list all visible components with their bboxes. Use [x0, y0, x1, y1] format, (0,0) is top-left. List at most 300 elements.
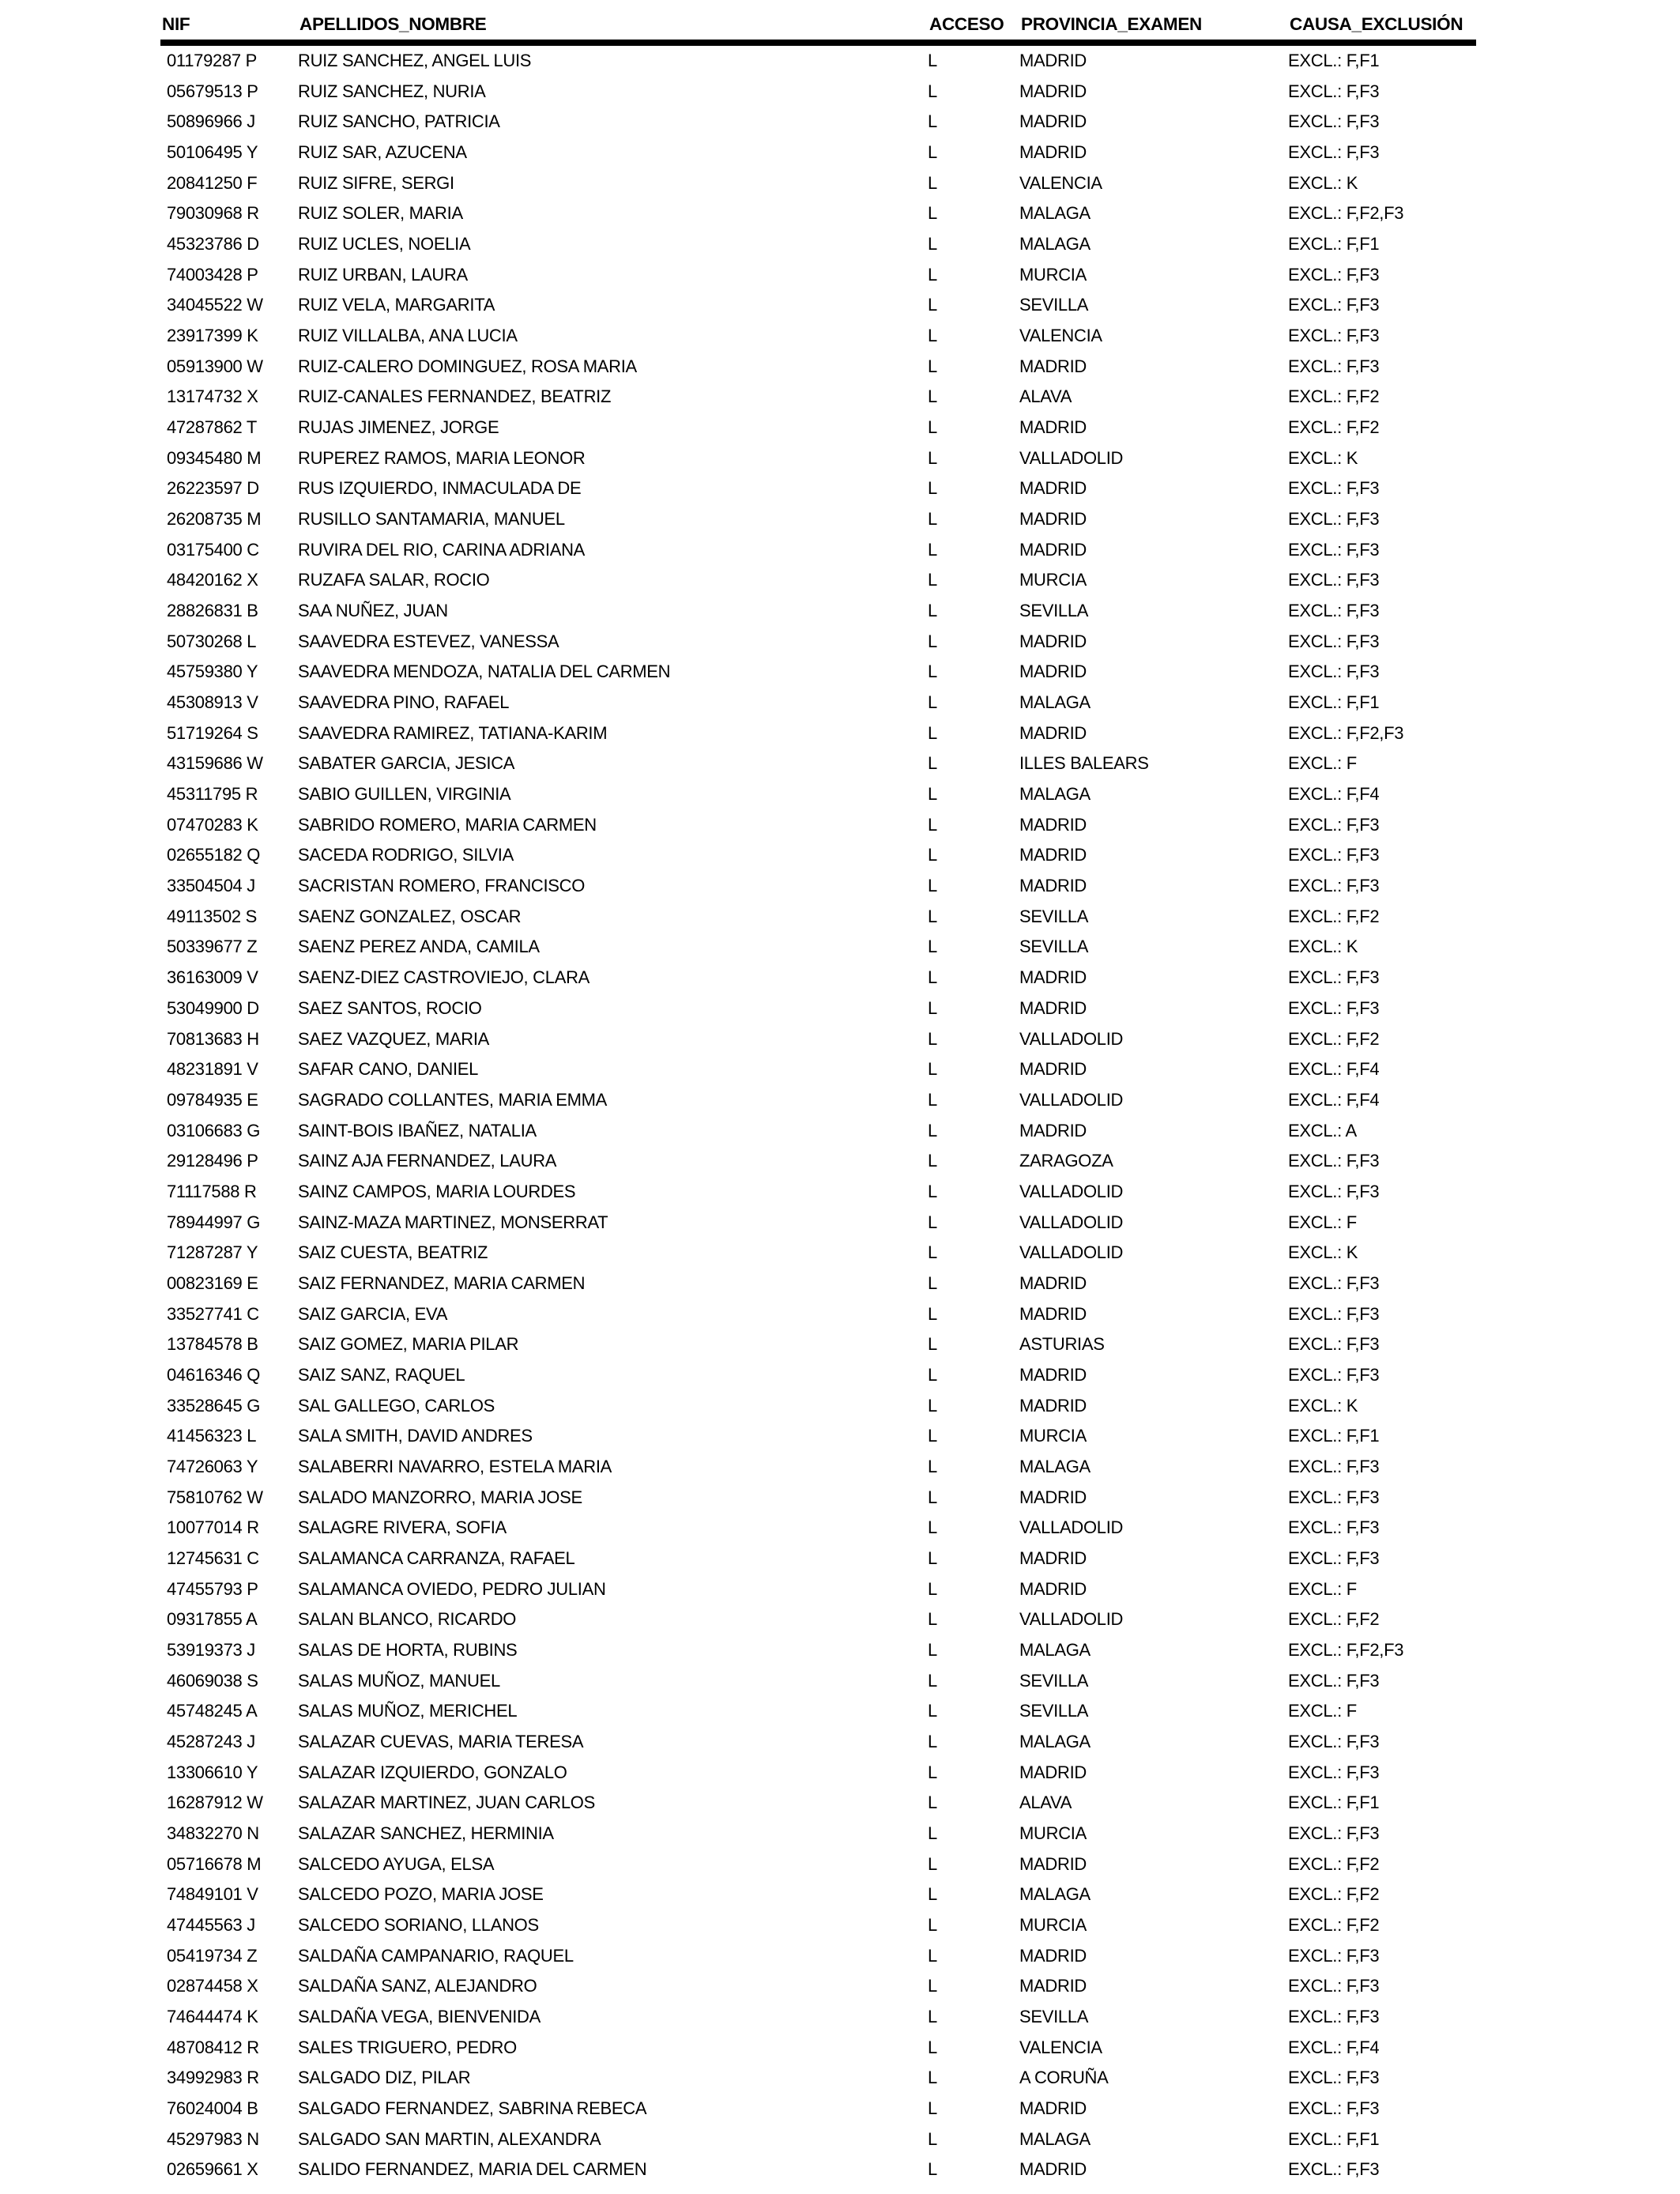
- cell-nif: 01179287 P: [167, 51, 258, 70]
- cell-causa-exclusion: EXCL.: F,F3: [1288, 111, 1380, 132]
- table-row: [160, 46, 1476, 77]
- cell-nif: 04616346 Q: [167, 1364, 261, 1385]
- cell-apellidos-nombre: RUIZ SIFRE, SERGI: [298, 172, 454, 193]
- column-header-acceso: ACCESO: [929, 14, 1004, 34]
- column-header-causa-exclusion: CAUSA_EXCLUSIÓN: [1290, 14, 1463, 34]
- cell-nif: 50339677 Z: [167, 937, 258, 957]
- cell-provincia-examen: MADRID: [1019, 111, 1087, 132]
- cell-acceso: L: [928, 2098, 937, 2119]
- cell-causa-exclusion: EXCL.: F,F3: [1288, 601, 1380, 621]
- cell-acceso: L: [928, 539, 937, 560]
- cell-apellidos-nombre: RUIZ VELA, MARGARITA: [298, 295, 495, 315]
- cell-acceso: L: [928, 1793, 937, 1813]
- cell-acceso: L: [928, 1334, 937, 1355]
- table-row: [160, 596, 1476, 627]
- cell-nif: 05679513 P: [167, 81, 258, 101]
- cell-causa-exclusion: EXCL.: F,F3: [1288, 509, 1380, 530]
- table-row: [160, 2033, 1476, 2064]
- cell-provincia-examen: MALAGA: [1019, 1456, 1090, 1476]
- cell-acceso: L: [928, 142, 937, 163]
- cell-acceso: L: [928, 81, 937, 101]
- cell-acceso: L: [928, 1578, 937, 1599]
- cell-apellidos-nombre: RUIZ VILLALBA, ANA LUCIA: [298, 326, 518, 346]
- cell-nif: 48420162 X: [167, 570, 258, 590]
- cell-causa-exclusion: EXCL.: K: [1288, 937, 1358, 957]
- table-row: [160, 1910, 1476, 1941]
- cell-acceso: L: [928, 570, 937, 590]
- cell-provincia-examen: MALAGA: [1019, 2128, 1090, 2149]
- cell-apellidos-nombre: RUPEREZ RAMOS, MARIA LEONOR: [298, 447, 586, 468]
- cell-causa-exclusion: EXCL.: F,F2: [1288, 906, 1380, 926]
- cell-apellidos-nombre: RUIZ SOLER, MARIA: [298, 203, 463, 224]
- cell-causa-exclusion: EXCL.: F,F3: [1288, 478, 1380, 499]
- cell-apellidos-nombre: RUIZ SANCHEZ, NURIA: [298, 81, 486, 101]
- table-row: [160, 840, 1476, 871]
- cell-acceso: L: [928, 1272, 937, 1293]
- cell-acceso: L: [928, 1426, 937, 1446]
- cell-provincia-examen: MADRID: [1019, 142, 1087, 163]
- table-row: [160, 413, 1476, 443]
- cell-provincia-examen: MADRID: [1019, 845, 1087, 865]
- cell-acceso: L: [928, 753, 937, 774]
- cell-nif: 26223597 D: [167, 478, 259, 499]
- table-row: [160, 1208, 1476, 1238]
- column-header-nif: NIF: [162, 14, 190, 34]
- cell-provincia-examen: ZARAGOZA: [1019, 1151, 1113, 1171]
- table-row: [160, 2124, 1476, 2155]
- cell-provincia-examen: MADRID: [1019, 478, 1087, 499]
- cell-nif: 79030968 R: [167, 203, 259, 224]
- table-row: [160, 1269, 1476, 1299]
- table-row: [160, 1116, 1476, 1147]
- cell-apellidos-nombre: SALGADO DIZ, PILAR: [298, 2068, 471, 2088]
- cell-provincia-examen: MADRID: [1019, 1762, 1087, 1782]
- cell-acceso: L: [928, 2068, 937, 2088]
- cell-apellidos-nombre: SALGADO SAN MARTIN, ALEXANDRA: [298, 2128, 601, 2149]
- cell-nif: 70813683 H: [167, 1028, 259, 1049]
- cell-acceso: L: [928, 447, 937, 468]
- table-row: [160, 1544, 1476, 1574]
- cell-acceso: L: [928, 876, 937, 896]
- cell-apellidos-nombre: SAAVEDRA MENDOZA, NATALIA DEL CARMEN: [298, 662, 671, 682]
- cell-acceso: L: [928, 2159, 937, 2180]
- table-row: [160, 535, 1476, 566]
- cell-provincia-examen: VALLADOLID: [1019, 1517, 1124, 1538]
- cell-causa-exclusion: EXCL.: F,F3: [1288, 1762, 1380, 1782]
- cell-nif: 75810762 W: [167, 1487, 263, 1507]
- table-row: [160, 1024, 1476, 1055]
- cell-apellidos-nombre: SAEZ VAZQUEZ, MARIA: [298, 1028, 490, 1049]
- cell-provincia-examen: VALLADOLID: [1019, 1181, 1124, 1201]
- cell-nif: 13174732 X: [167, 386, 258, 407]
- cell-causa-exclusion: EXCL.: F,F2: [1288, 1028, 1380, 1049]
- cell-nif: 03106683 G: [167, 1120, 261, 1140]
- cell-causa-exclusion: EXCL.: F,F3: [1288, 814, 1380, 835]
- cell-provincia-examen: MADRID: [1019, 1547, 1087, 1568]
- cell-provincia-examen: VALLADOLID: [1019, 447, 1124, 468]
- cell-apellidos-nombre: SALGADO FERNANDEZ, SABRINA REBECA: [298, 2098, 647, 2119]
- table-row: [160, 748, 1476, 779]
- cell-provincia-examen: VALENCIA: [1019, 172, 1102, 193]
- cell-acceso: L: [928, 1120, 937, 1140]
- cell-nif: 76024004 B: [167, 2098, 258, 2119]
- cell-acceso: L: [928, 1884, 937, 1905]
- cell-nif: 45297983 N: [167, 2128, 259, 2149]
- table-row: [160, 1238, 1476, 1269]
- cell-acceso: L: [928, 1059, 937, 1080]
- cell-provincia-examen: MADRID: [1019, 1853, 1087, 1874]
- table-row: [160, 1513, 1476, 1544]
- cell-acceso: L: [928, 1303, 937, 1324]
- table-row: [160, 963, 1476, 993]
- cell-provincia-examen: ASTURIAS: [1019, 1334, 1105, 1355]
- cell-acceso: L: [928, 1670, 937, 1691]
- cell-provincia-examen: MADRID: [1019, 722, 1087, 743]
- cell-nif: 05913900 W: [167, 356, 263, 376]
- cell-causa-exclusion: EXCL.: K: [1288, 1395, 1358, 1416]
- cell-apellidos-nombre: SAFAR CANO, DANIEL: [298, 1059, 479, 1080]
- cell-provincia-examen: VALLADOLID: [1019, 1609, 1124, 1630]
- cell-apellidos-nombre: SALAZAR CUEVAS, MARIA TERESA: [298, 1731, 584, 1751]
- cell-apellidos-nombre: SACEDA RODRIGO, SILVIA: [298, 845, 514, 865]
- table-row: [160, 1574, 1476, 1605]
- cell-apellidos-nombre: SALAN BLANCO, RICARDO: [298, 1609, 517, 1630]
- cell-causa-exclusion: EXCL.: F,F3: [1288, 356, 1380, 376]
- table-row: [160, 902, 1476, 933]
- cell-causa-exclusion: EXCL.: F,F3: [1288, 2159, 1380, 2180]
- cell-nif: 29128496 P: [167, 1151, 258, 1171]
- cell-acceso: L: [928, 1945, 937, 1966]
- cell-apellidos-nombre: RUIZ SANCHEZ, ANGEL LUIS: [298, 51, 532, 70]
- cell-provincia-examen: MADRID: [1019, 509, 1087, 530]
- cell-apellidos-nombre: RUIZ-CALERO DOMINGUEZ, ROSA MARIA: [298, 356, 637, 376]
- cell-acceso: L: [928, 601, 937, 621]
- cell-nif: 10077014 R: [167, 1517, 259, 1538]
- table-row: [160, 871, 1476, 902]
- cell-apellidos-nombre: SAEZ SANTOS, ROCIO: [298, 997, 482, 1018]
- cell-provincia-examen: MADRID: [1019, 356, 1087, 376]
- cell-provincia-examen: VALLADOLID: [1019, 1242, 1124, 1263]
- cell-acceso: L: [928, 1639, 937, 1660]
- cell-provincia-examen: ILLES BALEARS: [1019, 753, 1149, 774]
- cell-causa-exclusion: EXCL.: F: [1288, 1212, 1357, 1232]
- table-row: [160, 1146, 1476, 1177]
- cell-apellidos-nombre: SAIZ CUESTA, BEATRIZ: [298, 1242, 488, 1263]
- cell-apellidos-nombre: SALAS MUÑOZ, MANUEL: [298, 1670, 500, 1691]
- cell-provincia-examen: MADRID: [1019, 539, 1087, 560]
- cell-nif: 34045522 W: [167, 295, 263, 315]
- cell-causa-exclusion: EXCL.: F,F3: [1288, 1823, 1380, 1843]
- cell-provincia-examen: SEVILLA: [1019, 937, 1089, 957]
- cell-causa-exclusion: EXCL.: F,F3: [1288, 1547, 1380, 1568]
- cell-causa-exclusion: EXCL.: F,F1: [1288, 1793, 1380, 1813]
- cell-nif: 03175400 C: [167, 539, 259, 560]
- table-row: [160, 77, 1476, 107]
- cell-acceso: L: [928, 326, 937, 346]
- cell-causa-exclusion: EXCL.: F,F3: [1288, 295, 1380, 315]
- cell-provincia-examen: MURCIA: [1019, 570, 1087, 590]
- cell-nif: 23917399 K: [167, 326, 258, 346]
- cell-nif: 36163009 V: [167, 967, 258, 988]
- cell-provincia-examen: MADRID: [1019, 2159, 1087, 2180]
- cell-nif: 47287862 T: [167, 417, 258, 438]
- cell-apellidos-nombre: SAENZ PEREZ ANDA, CAMILA: [298, 937, 540, 957]
- cell-acceso: L: [928, 2007, 937, 2026]
- cell-provincia-examen: VALLADOLID: [1019, 1028, 1124, 1049]
- exclusion-table: [160, 9, 1476, 2185]
- cell-provincia-examen: MADRID: [1019, 1364, 1087, 1385]
- cell-provincia-examen: MADRID: [1019, 2098, 1087, 2119]
- cell-nif: 02874458 X: [167, 1976, 258, 1996]
- cell-apellidos-nombre: SALCEDO POZO, MARIA JOSE: [298, 1884, 544, 1905]
- cell-apellidos-nombre: RUVIRA DEL RIO, CARINA ADRIANA: [298, 539, 586, 560]
- table-row: [160, 198, 1476, 229]
- cell-nif: 33504504 J: [167, 876, 255, 896]
- cell-apellidos-nombre: SAIZ GARCIA, EVA: [298, 1303, 448, 1324]
- cell-provincia-examen: MURCIA: [1019, 1823, 1087, 1843]
- table-row: [160, 260, 1476, 291]
- cell-nif: 28826831 B: [167, 601, 258, 621]
- table-row: [160, 1879, 1476, 1910]
- cell-provincia-examen: VALENCIA: [1019, 326, 1102, 346]
- cell-provincia-examen: MADRID: [1019, 1272, 1087, 1293]
- cell-provincia-examen: MADRID: [1019, 997, 1087, 1018]
- cell-acceso: L: [928, 1547, 937, 1568]
- cell-provincia-examen: VALLADOLID: [1019, 1212, 1124, 1232]
- cell-apellidos-nombre: SALABERRI NAVARRO, ESTELA MARIA: [298, 1456, 612, 1476]
- cell-acceso: L: [928, 906, 937, 926]
- cell-nif: 74849101 V: [167, 1884, 258, 1905]
- cell-causa-exclusion: EXCL.: F,F3: [1288, 1334, 1380, 1355]
- cell-acceso: L: [928, 937, 937, 957]
- cell-causa-exclusion: EXCL.: F,F3: [1288, 997, 1380, 1018]
- cell-provincia-examen: MALAGA: [1019, 1639, 1090, 1660]
- cell-causa-exclusion: EXCL.: F,F1: [1288, 51, 1380, 70]
- cell-acceso: L: [928, 845, 937, 865]
- table-row: [160, 1177, 1476, 1208]
- table-row: [160, 1941, 1476, 1972]
- cell-causa-exclusion: EXCL.: F,F1: [1288, 1426, 1380, 1446]
- cell-acceso: L: [928, 1976, 937, 1996]
- cell-causa-exclusion: EXCL.: K: [1288, 172, 1358, 193]
- cell-nif: 47445563 J: [167, 1914, 255, 1935]
- cell-nif: 09345480 M: [167, 447, 262, 468]
- cell-nif: 45759380 Y: [167, 662, 258, 682]
- cell-acceso: L: [928, 662, 937, 682]
- cell-nif: 53049900 D: [167, 997, 259, 1018]
- cell-causa-exclusion: EXCL.: F,F3: [1288, 2098, 1380, 2119]
- cell-provincia-examen: ALAVA: [1019, 1793, 1072, 1813]
- cell-provincia-examen: MADRID: [1019, 81, 1087, 101]
- cell-causa-exclusion: EXCL.: F,F3: [1288, 876, 1380, 896]
- cell-nif: 41456323 L: [167, 1426, 257, 1446]
- table-row: [160, 1696, 1476, 1727]
- cell-causa-exclusion: EXCL.: F,F2: [1288, 386, 1380, 407]
- cell-provincia-examen: MALAGA: [1019, 203, 1090, 224]
- cell-acceso: L: [928, 1456, 937, 1476]
- cell-nif: 48231891 V: [167, 1059, 258, 1080]
- cell-provincia-examen: MALAGA: [1019, 234, 1090, 254]
- column-header-apellidos-nombre: APELLIDOS_NOMBRE: [299, 14, 487, 34]
- cell-provincia-examen: SEVILLA: [1019, 2007, 1089, 2026]
- cell-nif: 02655182 Q: [167, 845, 261, 865]
- cell-acceso: L: [928, 234, 937, 254]
- cell-acceso: L: [928, 203, 937, 224]
- cell-nif: 46069038 S: [167, 1670, 258, 1691]
- cell-causa-exclusion: EXCL.: F,F3: [1288, 662, 1380, 682]
- cell-nif: 33527741 C: [167, 1303, 259, 1324]
- cell-nif: 34992983 R: [167, 2068, 259, 2088]
- cell-causa-exclusion: EXCL.: F,F2: [1288, 1914, 1380, 1935]
- table-row: [160, 1483, 1476, 1514]
- cell-causa-exclusion: EXCL.: F,F4: [1288, 2037, 1380, 2057]
- cell-acceso: L: [928, 814, 937, 835]
- table-row: [160, 2094, 1476, 2124]
- cell-acceso: L: [928, 1028, 937, 1049]
- cell-provincia-examen: SEVILLA: [1019, 906, 1089, 926]
- cell-apellidos-nombre: SAAVEDRA RAMIREZ, TATIANA-KARIM: [298, 722, 608, 743]
- cell-apellidos-nombre: RUIZ-CANALES FERNANDEZ, BEATRIZ: [298, 386, 612, 407]
- cell-acceso: L: [928, 967, 937, 988]
- cell-acceso: L: [928, 722, 937, 743]
- cell-acceso: L: [928, 1395, 937, 1416]
- cell-provincia-examen: MADRID: [1019, 417, 1087, 438]
- cell-acceso: L: [928, 417, 937, 438]
- cell-nif: 74644474 K: [167, 2007, 258, 2026]
- cell-nif: 05716678 M: [167, 1853, 262, 1874]
- cell-causa-exclusion: EXCL.: F,F3: [1288, 1456, 1380, 1476]
- cell-apellidos-nombre: RUIZ SAR, AZUCENA: [298, 142, 467, 163]
- cell-nif: 26208735 M: [167, 509, 262, 530]
- cell-apellidos-nombre: SABIO GUILLEN, VIRGINIA: [298, 784, 511, 805]
- cell-apellidos-nombre: SALAMANCA OVIEDO, PEDRO JULIAN: [298, 1578, 606, 1599]
- table-row: [160, 2154, 1476, 2185]
- cell-acceso: L: [928, 111, 937, 132]
- cell-causa-exclusion: EXCL.: F,F3: [1288, 326, 1380, 346]
- cell-apellidos-nombre: SALDAÑA VEGA, BIENVENIDA: [298, 2007, 541, 2026]
- cell-provincia-examen: MADRID: [1019, 1976, 1087, 1996]
- table-row: [160, 993, 1476, 1024]
- cell-nif: 34832270 N: [167, 1823, 259, 1843]
- cell-causa-exclusion: EXCL.: F,F3: [1288, 1272, 1380, 1293]
- cell-nif: 50730268 L: [167, 631, 257, 651]
- cell-provincia-examen: MURCIA: [1019, 1914, 1087, 1935]
- cell-causa-exclusion: EXCL.: F,F3: [1288, 631, 1380, 651]
- table-header-row: [160, 9, 1476, 40]
- cell-provincia-examen: MADRID: [1019, 1395, 1087, 1416]
- table-row: [160, 2063, 1476, 2094]
- table-row: [160, 473, 1476, 504]
- cell-apellidos-nombre: SALAZAR IZQUIERDO, GONZALO: [298, 1762, 567, 1782]
- cell-causa-exclusion: EXCL.: F,F3: [1288, 142, 1380, 163]
- cell-acceso: L: [928, 997, 937, 1018]
- cell-nif: 50106495 Y: [167, 142, 258, 163]
- table-row: [160, 1391, 1476, 1422]
- cell-provincia-examen: MADRID: [1019, 1487, 1087, 1507]
- cell-apellidos-nombre: RUSILLO SANTAMARIA, MANUEL: [298, 509, 565, 530]
- cell-causa-exclusion: EXCL.: F,F3: [1288, 2007, 1380, 2026]
- table-row: [160, 321, 1476, 352]
- cell-causa-exclusion: EXCL.: F,F3: [1288, 81, 1380, 101]
- cell-provincia-examen: MADRID: [1019, 631, 1087, 651]
- cell-nif: 47455793 P: [167, 1578, 258, 1599]
- table-row: [160, 1054, 1476, 1085]
- cell-apellidos-nombre: RUIZ URBAN, LAURA: [298, 264, 468, 285]
- cell-apellidos-nombre: SALAS DE HORTA, RUBINS: [298, 1639, 518, 1660]
- cell-apellidos-nombre: SALAMANCA CARRANZA, RAFAEL: [298, 1547, 575, 1568]
- cell-causa-exclusion: EXCL.: A: [1288, 1120, 1357, 1140]
- table-row: [160, 1971, 1476, 2002]
- cell-provincia-examen: MADRID: [1019, 1945, 1087, 1966]
- cell-causa-exclusion: EXCL.: F,F3: [1288, 1976, 1380, 1996]
- cell-acceso: L: [928, 1242, 937, 1263]
- cell-apellidos-nombre: SAINZ CAMPOS, MARIA LOURDES: [298, 1181, 576, 1201]
- table-row: [160, 352, 1476, 383]
- table-row: [160, 504, 1476, 535]
- cell-causa-exclusion: EXCL.: K: [1288, 1242, 1358, 1263]
- cell-acceso: L: [928, 1762, 937, 1782]
- cell-nif: 78944997 G: [167, 1212, 261, 1232]
- table-row: [160, 1727, 1476, 1758]
- cell-acceso: L: [928, 692, 937, 713]
- cell-provincia-examen: MADRID: [1019, 967, 1087, 988]
- cell-acceso: L: [928, 631, 937, 651]
- cell-provincia-examen: ALAVA: [1019, 386, 1072, 407]
- cell-provincia-examen: SEVILLA: [1019, 295, 1089, 315]
- cell-acceso: L: [928, 1181, 937, 1201]
- table-row: [160, 1360, 1476, 1391]
- cell-nif: 51719264 S: [167, 722, 258, 743]
- cell-acceso: L: [928, 356, 937, 376]
- cell-apellidos-nombre: SALAS MUÑOZ, MERICHEL: [298, 1701, 518, 1721]
- cell-provincia-examen: MADRID: [1019, 814, 1087, 835]
- cell-provincia-examen: MURCIA: [1019, 264, 1087, 285]
- cell-acceso: L: [928, 2128, 937, 2149]
- cell-causa-exclusion: EXCL.: F,F3: [1288, 570, 1380, 590]
- cell-nif: 53919373 J: [167, 1639, 255, 1660]
- table-row: [160, 779, 1476, 810]
- cell-nif: 50896966 J: [167, 111, 255, 132]
- table-row: [160, 1666, 1476, 1697]
- cell-causa-exclusion: EXCL.: F,F3: [1288, 264, 1380, 285]
- cell-provincia-examen: MURCIA: [1019, 1426, 1087, 1446]
- cell-nif: 43159686 W: [167, 753, 263, 774]
- cell-causa-exclusion: EXCL.: F,F1: [1288, 692, 1380, 713]
- cell-nif: 48708412 R: [167, 2037, 259, 2057]
- column-header-provincia-examen: PROVINCIA_EXAMEN: [1021, 14, 1202, 34]
- cell-apellidos-nombre: SACRISTAN ROMERO, FRANCISCO: [298, 876, 586, 896]
- cell-causa-exclusion: EXCL.: F,F3: [1288, 1487, 1380, 1507]
- cell-apellidos-nombre: SALIDO FERNANDEZ, MARIA DEL CARMEN: [298, 2159, 647, 2180]
- cell-provincia-examen: MADRID: [1019, 876, 1087, 896]
- cell-apellidos-nombre: SALADO MANZORRO, MARIA JOSE: [298, 1487, 582, 1507]
- cell-causa-exclusion: EXCL.: F,F2,F3: [1288, 1639, 1404, 1660]
- table-row: [160, 2002, 1476, 2033]
- cell-causa-exclusion: EXCL.: F,F3: [1288, 1945, 1380, 1966]
- cell-apellidos-nombre: SAAVEDRA ESTEVEZ, VANESSA: [298, 631, 559, 651]
- header-rule: [160, 40, 1476, 46]
- table-row: [160, 718, 1476, 749]
- cell-nif: 45287243 J: [167, 1731, 255, 1751]
- cell-causa-exclusion: EXCL.: F,F1: [1288, 234, 1380, 254]
- cell-nif: 12745631 C: [167, 1547, 259, 1568]
- cell-nif: 02659661 X: [167, 2159, 258, 2180]
- table-row: [160, 565, 1476, 596]
- cell-acceso: L: [928, 51, 937, 70]
- cell-apellidos-nombre: RUZAFA SALAR, ROCIO: [298, 570, 490, 590]
- cell-provincia-examen: SEVILLA: [1019, 1701, 1089, 1721]
- cell-nif: 45323786 D: [167, 234, 259, 254]
